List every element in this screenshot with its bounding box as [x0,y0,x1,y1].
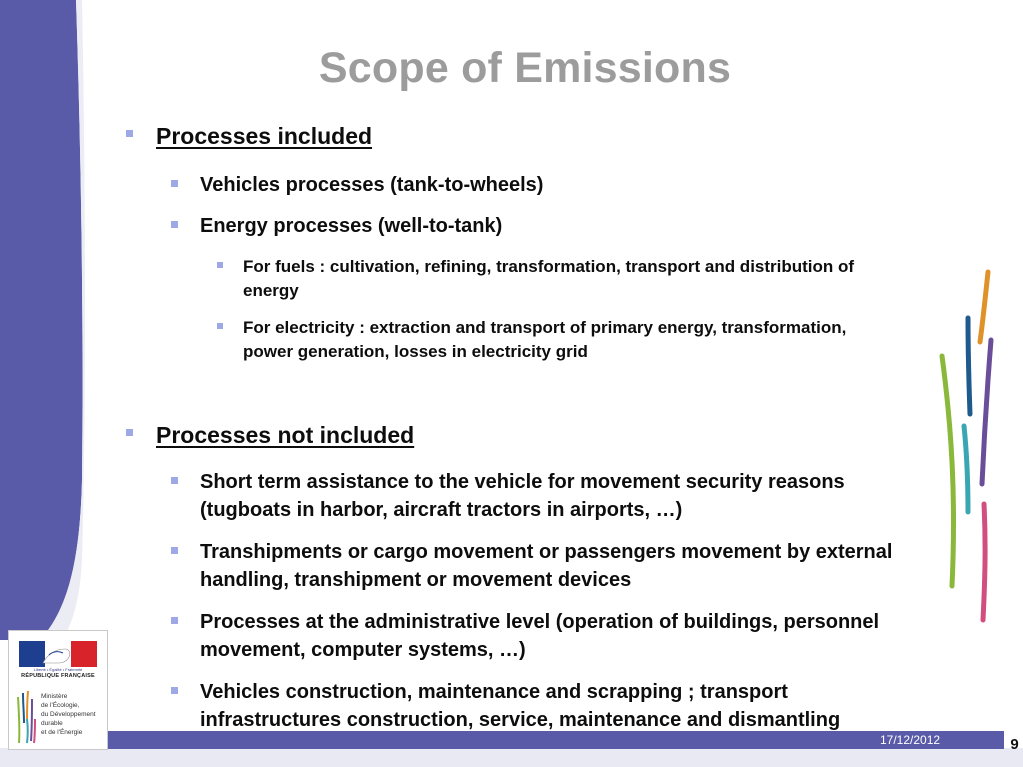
bullet-icon [217,262,223,268]
logo-motto: Liberté • Égalité • Fraternité [33,667,83,672]
bullet-icon [171,180,178,187]
ministry-logo [8,630,108,750]
section-heading-included: Processes included [156,123,856,150]
bullet-icon [126,429,133,436]
bullet-icon [217,323,223,329]
bullet-icon [171,687,178,694]
bullet-icon [171,477,178,484]
sub-list-item: For fuels : cultivation, refining, transformation, transport and distribution of energy [243,255,868,303]
list-item: Vehicles construction, maintenance and scrapping ; transport infrastructures construction, service, maintenance and dismantling [200,678,920,734]
list-item: Short term assistance to the vehicle for movement security reasons (tugboats in harbor, aircraft tractors in airports, …) [200,468,920,524]
sub-list-item: For electricity : extraction and transport of primary energy, transformation, power generation, losses in electricity grid [243,316,868,364]
bullet-icon [171,547,178,554]
bullet-icon [171,617,178,624]
bullet-icon [171,221,178,228]
logo-republique: RÉPUBLIQUE FRANÇAISE [21,673,95,679]
list-item: Processes at the administrative level (operation of buildings, personnel movement, computer systems, …) [200,608,920,664]
bullet-icon [126,130,133,137]
footer-date: 17/12/2012 [880,733,941,747]
list-item: Vehicles processes (tank-to-wheels) [200,171,900,199]
section-heading-not-included: Processes not included [156,422,856,449]
list-item: Energy processes (well-to-tank) [200,212,900,240]
marianne-flag-icon [19,641,97,667]
slide-title: Scope of Emissions [318,44,732,92]
list-item: Transhipments or cargo movement or passengers movement by external handling, transhipment or movement devices [200,538,920,594]
page-number: 9 [1010,736,1019,753]
logo-ministry-name: Ministère de l'Écologie, du Développement durable et de l'Énergie [41,693,96,736]
ministry-stripes-icon [15,689,37,745]
